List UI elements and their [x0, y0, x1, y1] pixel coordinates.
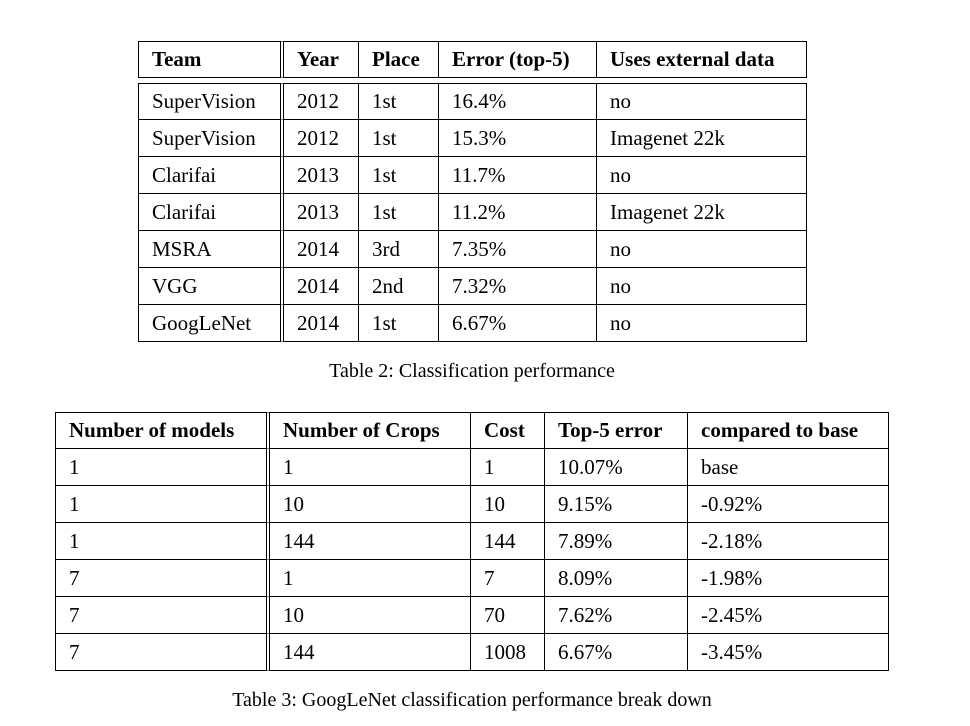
table-cell: -0.92% [688, 486, 889, 523]
table-cell: SuperVision [138, 83, 284, 120]
table-cell: 1 [270, 560, 471, 597]
table-cell: base [688, 449, 889, 486]
table-row [138, 120, 807, 157]
table-cell: -3.45% [688, 634, 889, 671]
table-row [138, 305, 807, 342]
table-cell: no [597, 157, 807, 194]
column-header: Number of models [55, 412, 270, 449]
table-row [55, 486, 889, 523]
table-cell: 144 [471, 523, 545, 560]
table-cell: 7.89% [545, 523, 688, 560]
column-header: Cost [471, 412, 545, 449]
table-cell: 2013 [284, 157, 359, 194]
table-cell: -2.45% [688, 597, 889, 634]
column-header: Error (top-5) [439, 41, 597, 78]
table-cell: 3rd [359, 231, 439, 268]
table-row [138, 194, 807, 231]
table-cell: 6.67% [545, 634, 688, 671]
table-cell: 7 [471, 560, 545, 597]
table-header-row [138, 41, 807, 78]
table-cell: 2014 [284, 231, 359, 268]
table-cell: 7.62% [545, 597, 688, 634]
table-cell: GoogLeNet [138, 305, 284, 342]
table-cell: 1st [359, 194, 439, 231]
table-cell: 2013 [284, 194, 359, 231]
table-cell: 1008 [471, 634, 545, 671]
table-caption: Table 3: GoogLeNet classification performance break down [232, 689, 712, 711]
column-header: compared to base [688, 412, 889, 449]
table-cell: 1st [359, 157, 439, 194]
table-cell: -2.18% [688, 523, 889, 560]
column-header: Uses external data [597, 41, 807, 78]
table-cell: 2012 [284, 83, 359, 120]
table-cell: 7 [55, 634, 270, 671]
table-cell: 1 [55, 523, 270, 560]
classification-performance-table [138, 41, 807, 342]
table-row [55, 560, 889, 597]
table-cell: SuperVision [138, 120, 284, 157]
table-cell: 10 [270, 486, 471, 523]
table-cell: 10 [471, 486, 545, 523]
table-cell: 7 [55, 560, 270, 597]
table-cell: 1st [359, 305, 439, 342]
column-header: Place [359, 41, 439, 78]
table-row [138, 157, 807, 194]
table-row [138, 83, 807, 120]
table-cell: 2014 [284, 305, 359, 342]
table-cell: 7.35% [439, 231, 597, 268]
googlenet-breakdown-table [55, 412, 889, 671]
table-caption: Table 2: Classification performance [329, 360, 615, 382]
table-cell: 70 [471, 597, 545, 634]
column-header: Number of Crops [270, 412, 471, 449]
table-cell: no [597, 231, 807, 268]
table-cell: MSRA [138, 231, 284, 268]
table-cell: 144 [270, 634, 471, 671]
table-cell: no [597, 83, 807, 120]
table-row [55, 523, 889, 560]
table-cell: no [597, 268, 807, 305]
table-header-row [55, 412, 889, 449]
table-cell: 2014 [284, 268, 359, 305]
column-header: Team [138, 41, 284, 78]
table-row [138, 231, 807, 268]
table-cell: 8.09% [545, 560, 688, 597]
table-cell: -1.98% [688, 560, 889, 597]
table-cell: no [597, 305, 807, 342]
table-row [55, 634, 889, 671]
table-cell: 11.2% [439, 194, 597, 231]
table-cell: 1st [359, 120, 439, 157]
table-cell: Clarifai [138, 194, 284, 231]
column-header: Year [284, 41, 359, 78]
table-cell: 2nd [359, 268, 439, 305]
table-cell: VGG [138, 268, 284, 305]
table-cell: 9.15% [545, 486, 688, 523]
table-cell: 15.3% [439, 120, 597, 157]
table-row [55, 449, 889, 486]
table-cell: 1 [55, 449, 270, 486]
table-cell: Imagenet 22k [597, 120, 807, 157]
table-row [55, 597, 889, 634]
table-cell: 6.67% [439, 305, 597, 342]
table-cell: 16.4% [439, 83, 597, 120]
table-cell: 144 [270, 523, 471, 560]
table-row [138, 268, 807, 305]
table-cell: Imagenet 22k [597, 194, 807, 231]
table-cell: 2012 [284, 120, 359, 157]
table-cell: 7.32% [439, 268, 597, 305]
column-header: Top-5 error [545, 412, 688, 449]
table-cell: 10.07% [545, 449, 688, 486]
table-cell: 1 [270, 449, 471, 486]
table-cell: 1 [471, 449, 545, 486]
table-cell: 10 [270, 597, 471, 634]
table-cell: 11.7% [439, 157, 597, 194]
table-cell: 7 [55, 597, 270, 634]
table-cell: Clarifai [138, 157, 284, 194]
table-cell: 1st [359, 83, 439, 120]
table-cell: 1 [55, 486, 270, 523]
